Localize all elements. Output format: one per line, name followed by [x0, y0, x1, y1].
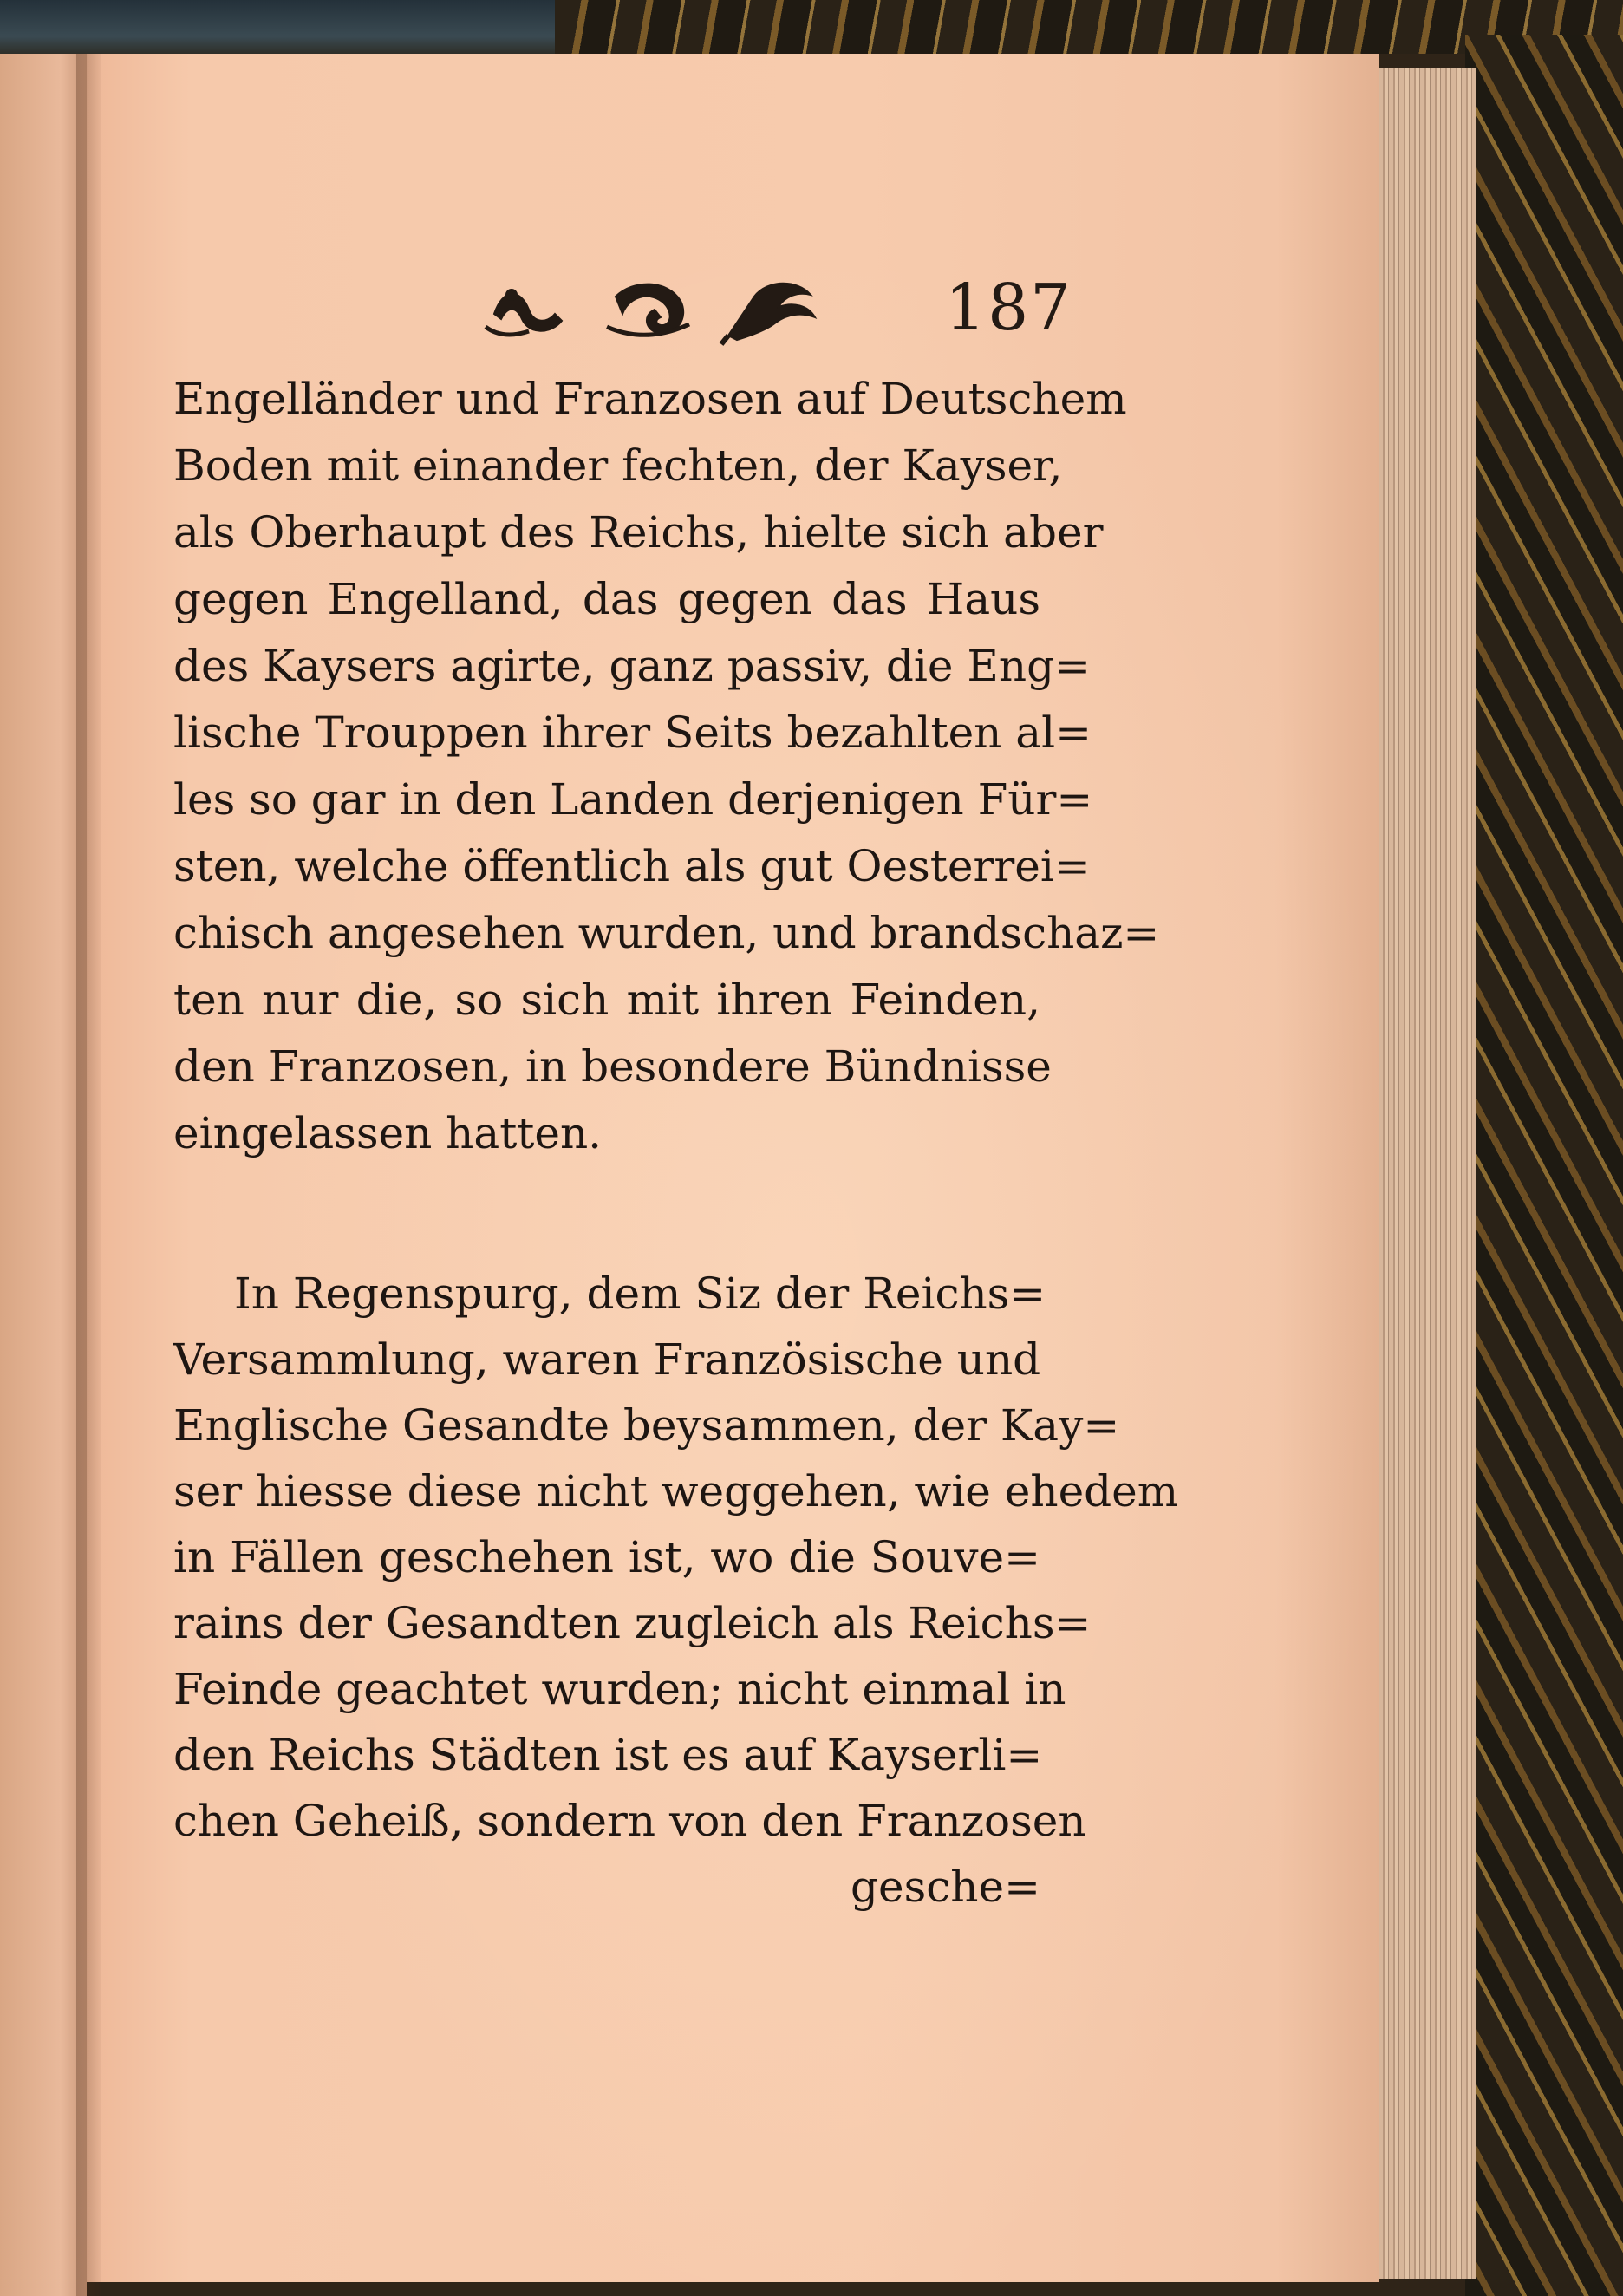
text-line: ser hiesse diese nicht weggehen, wie ehedem	[173, 1466, 1179, 1517]
text-line: chisch angesehen wurden, und brandschaz=	[173, 908, 1160, 958]
text-line: chen Geheiß, sondern von den Franzosen	[173, 1796, 1086, 1846]
text-line: Feinde geachtet wurden; nicht einmal in	[173, 1664, 1066, 1714]
cover-board-right	[1465, 35, 1623, 2296]
text-line: Versammlung, waren Französische und	[173, 1334, 1041, 1385]
text-line: les so gar in den Landen derjenigen Für=	[173, 774, 1093, 825]
cover-board-top-left	[0, 0, 572, 61]
text-line: Englische Gesandte beysammen, der Kay=	[173, 1400, 1120, 1451]
text-line: Engelländer und Franzosen auf Deutschem	[173, 374, 1127, 424]
catchword: gesche=	[851, 1862, 1040, 1912]
verso-page-edge	[0, 54, 87, 2296]
text-line: in Fällen geschehen ist, wo die Souve=	[173, 1532, 1040, 1582]
text-line: lische Trouppen ihrer Seits bezahlten al=	[173, 708, 1092, 758]
text-line: ten nur die, so sich mit ihren Feinden,	[173, 975, 1040, 1025]
cover-board-top	[555, 0, 1623, 54]
text-line: Boden mit einander fechten, der Kayser,	[173, 440, 1063, 491]
running-header	[87, 262, 1379, 366]
text-line: des Kaysers agirte, ganz passiv, die Eng=	[173, 641, 1092, 691]
page-number: 187	[945, 271, 1073, 345]
text-line: gegen Engelland, das gegen das Haus	[173, 574, 1040, 624]
page-stack-edges	[1377, 68, 1476, 2279]
text-line: den Franzosen, in besondere Bündnisse	[173, 1041, 1052, 1092]
recto-page	[87, 54, 1379, 2282]
text-line: In Regenspurg, dem Siz der Reichs=	[234, 1269, 1046, 1319]
text-line: rains der Gesandten zugleich als Reichs=	[173, 1598, 1092, 1648]
text-line: sten, welche öffentlich als gut Oesterrei=	[173, 841, 1091, 891]
text-line: den Reichs Städten ist es auf Kayserli=	[173, 1730, 1043, 1780]
fleuron-icon	[468, 262, 850, 366]
paragraph-1	[173, 366, 1160, 1167]
spine-shadow	[76, 54, 101, 2296]
text-line: eingelassen hatten.	[173, 1108, 603, 1158]
text-line: als Oberhaupt des Reichs, hielte sich aber	[173, 507, 1104, 558]
paragraph-2	[173, 1261, 1179, 1920]
body-text	[173, 366, 1179, 1920]
